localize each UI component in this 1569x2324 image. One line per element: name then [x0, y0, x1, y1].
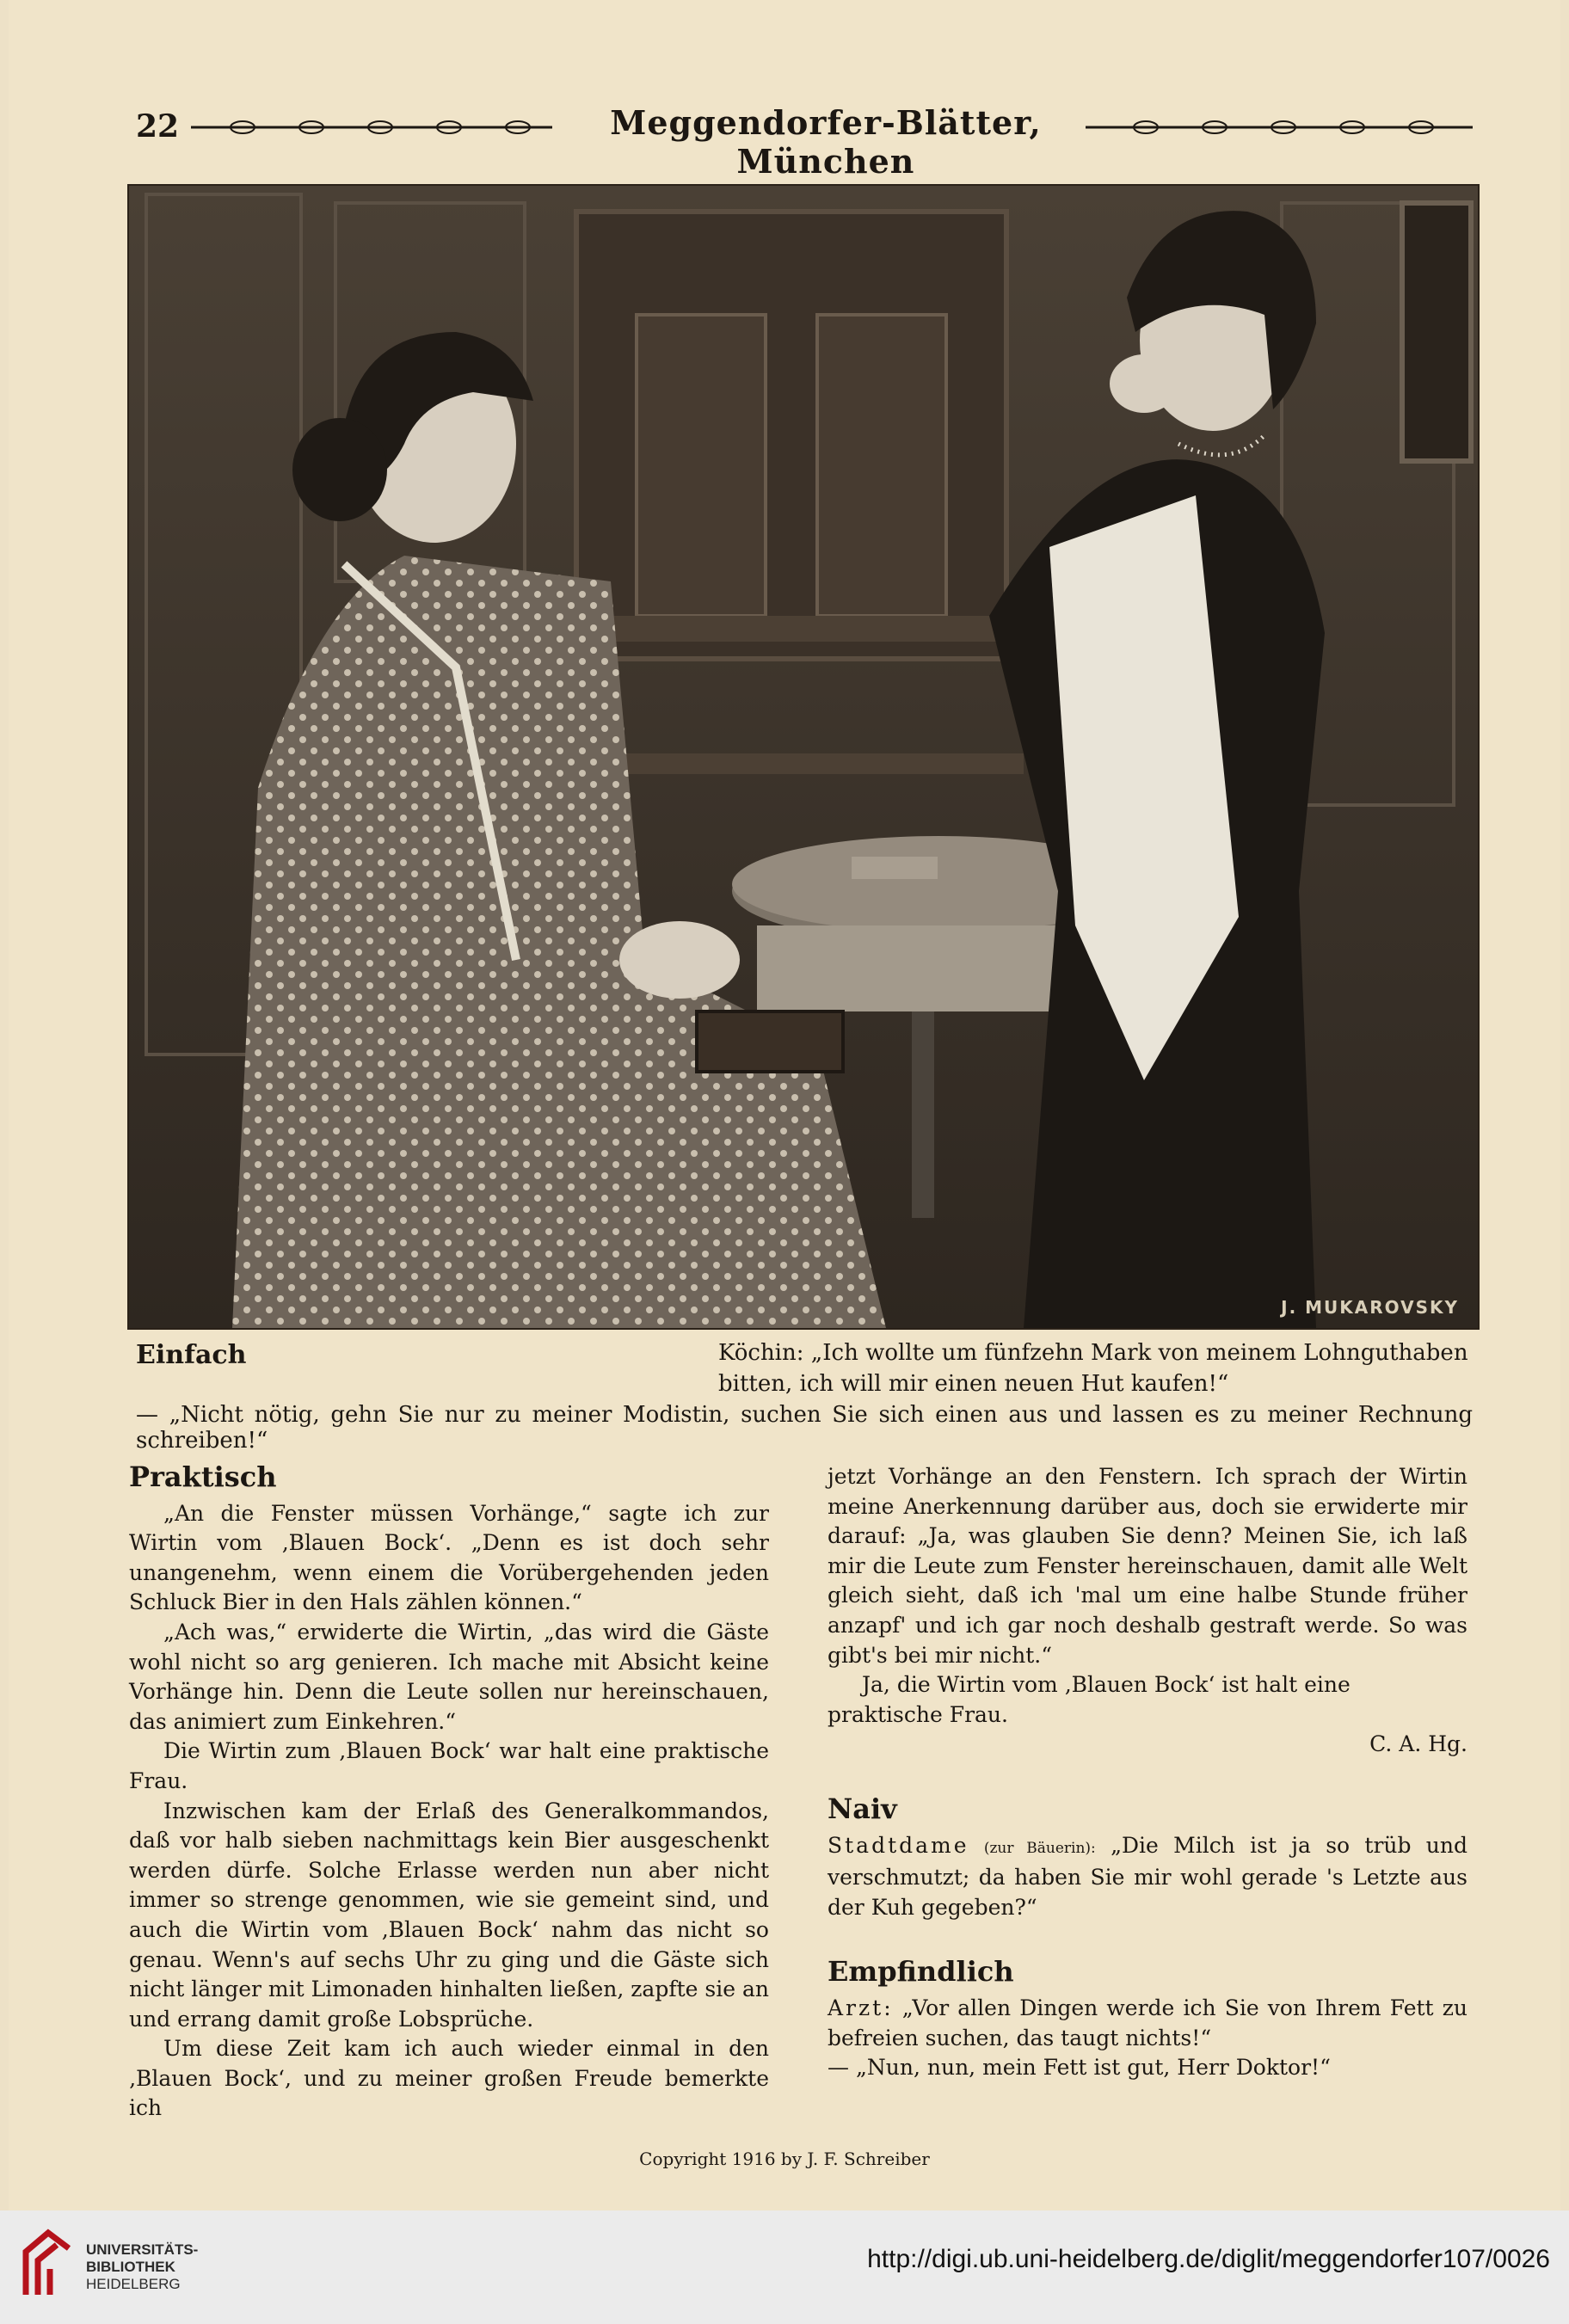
illustration	[127, 184, 1480, 1330]
source-url-link[interactable]: http://digi.ub.uni-heidelberg.de/diglit/meggendorfer107/0026	[867, 2245, 1550, 2273]
author-line	[828, 1730, 1467, 1760]
caption-heading: Einfach	[136, 1340, 247, 1370]
artist-signature: J. MUKAROVSKY	[1281, 1297, 1459, 1318]
caption-line-3: — „Nicht nötig, gehn Sie nur zu meiner Modistin, suchen Sie sich einen aus und lassen es zu meiner Rechnung schreiben!“	[136, 1402, 1473, 1454]
paragraph: „An die Fenster müssen Vorhänge,“ sagte ich zur Wirtin vom ‚Blauen Bock‘. „Denn es ist doch sehr unangenehm, wenn einem die Vorübergehenden jeden Schluck Bier in den Hals zählen können.“	[129, 1500, 769, 1615]
paragraph: Um diese Zeit kam ich auch wieder einmal in den ‚Blauen Bock‘, und zu meiner großen Freude bemerkte ich	[129, 2036, 769, 2121]
magazine-title: Meggendorfer-Blätter, München	[610, 103, 1042, 181]
speaker-label: Stadtdame	[828, 1832, 969, 1858]
header-ornament-left	[191, 119, 552, 136]
closing-line	[828, 1670, 1467, 1730]
paragraph: Ja, die Wirtin vom ‚Blauen Bock‘ ist halt eine praktische Frau.	[828, 1672, 1351, 1727]
caption-line-1: Köchin: „Ich wollte um fünfzehn Mark von meinem Lohnguthaben	[718, 1340, 1468, 1366]
author-signature: C. A. Hg.	[1369, 1731, 1467, 1757]
paragraph: jetzt Vorhänge an den Fenstern. Ich sprach der Wirtin meine Anerkennung darüber aus, doch sie erwiderte mir darauf: „Ja, was glauben Sie denn? Meinen Sie, ich laß mir die Leute zum Fenster hereinschauen, damit alle Welt gleich sieht, daß ich 'mal um eine halbe Stunde früher anzapf' und ich gar noch deshalb gestraft werde. So was gibt's bei mir nicht.“	[828, 1464, 1467, 1668]
book	[697, 1011, 843, 1072]
footer-bar	[0, 2210, 1569, 2324]
header-ornament-right	[1086, 119, 1473, 136]
article-heading-naiv: Naiv	[828, 1792, 897, 1825]
paragraph	[828, 1994, 1467, 2053]
article-heading-empfindlich: Empfindlich	[828, 1955, 1014, 1989]
stage-direction: (zur Bäuerin):	[983, 1839, 1096, 1857]
paragraph: Die Wirtin zum ‚Blauen Bock‘ war halt eine praktische Frau.	[129, 1738, 769, 1793]
dialogue-text: „Die Milch ist ja so trüb und verschmutzt; da haben Sie mir wohl gerade 's Letzte aus der Kuh gegeben?“	[828, 1832, 1467, 1920]
page-number: 22	[136, 108, 180, 144]
column-right	[828, 1462, 1467, 2083]
library-name: UNIVERSITÄTS- BIBLIOTHEK HEIDELBERG	[86, 2241, 199, 2292]
dialogue-text: „Vor allen Dingen werde ich Sie von Ihrem Fett zu befreien suchen, das taugt nichts!“	[828, 1995, 1467, 2050]
column-left	[129, 1462, 769, 2124]
article-heading-praktisch: Praktisch	[129, 1460, 277, 1493]
library-logo-icon	[19, 2226, 74, 2302]
paragraph: Inzwischen kam der Erlaß des Generalkommandos, daß vor halb sieben nachmittags kein Bier ausgeschenkt werden dürfe. Solche Erlasse werden nun aber nicht immer so strenge genommen, wie sie gemeint sind, und auch die Wirtin vom ‚Blauen Bock‘ nahm das nicht so genau. Wenn's auf sechs Uhr zu ging und die Gäste sich nicht länger mit Limonaden hinhalten ließen, zapfte sie an und errang damit große Lobsprüche.	[129, 1798, 769, 2032]
caption-line-2: bitten, ich will mir einen neuen Hut kaufen!“	[718, 1371, 1229, 1397]
picture-frame	[1402, 203, 1471, 461]
speaker-label: Arzt:	[828, 1995, 894, 2020]
paragraph: „Ach was,“ erwiderte die Wirtin, „das wird die Gäste wohl nicht so arg genieren. Ich mache mit Absicht keine Vorhänge hin. Denn die Leute sollen nur hereinschauen, das animiert zum Einkehren.“	[129, 1619, 769, 1734]
dialogue-reply: — „Nun, nun, mein Fett ist gut, Herr Doktor!“	[828, 2055, 1331, 2081]
copyright-line: Copyright 1916 by J. F. Schreiber	[639, 2149, 930, 2169]
paragraph	[828, 1831, 1467, 1923]
